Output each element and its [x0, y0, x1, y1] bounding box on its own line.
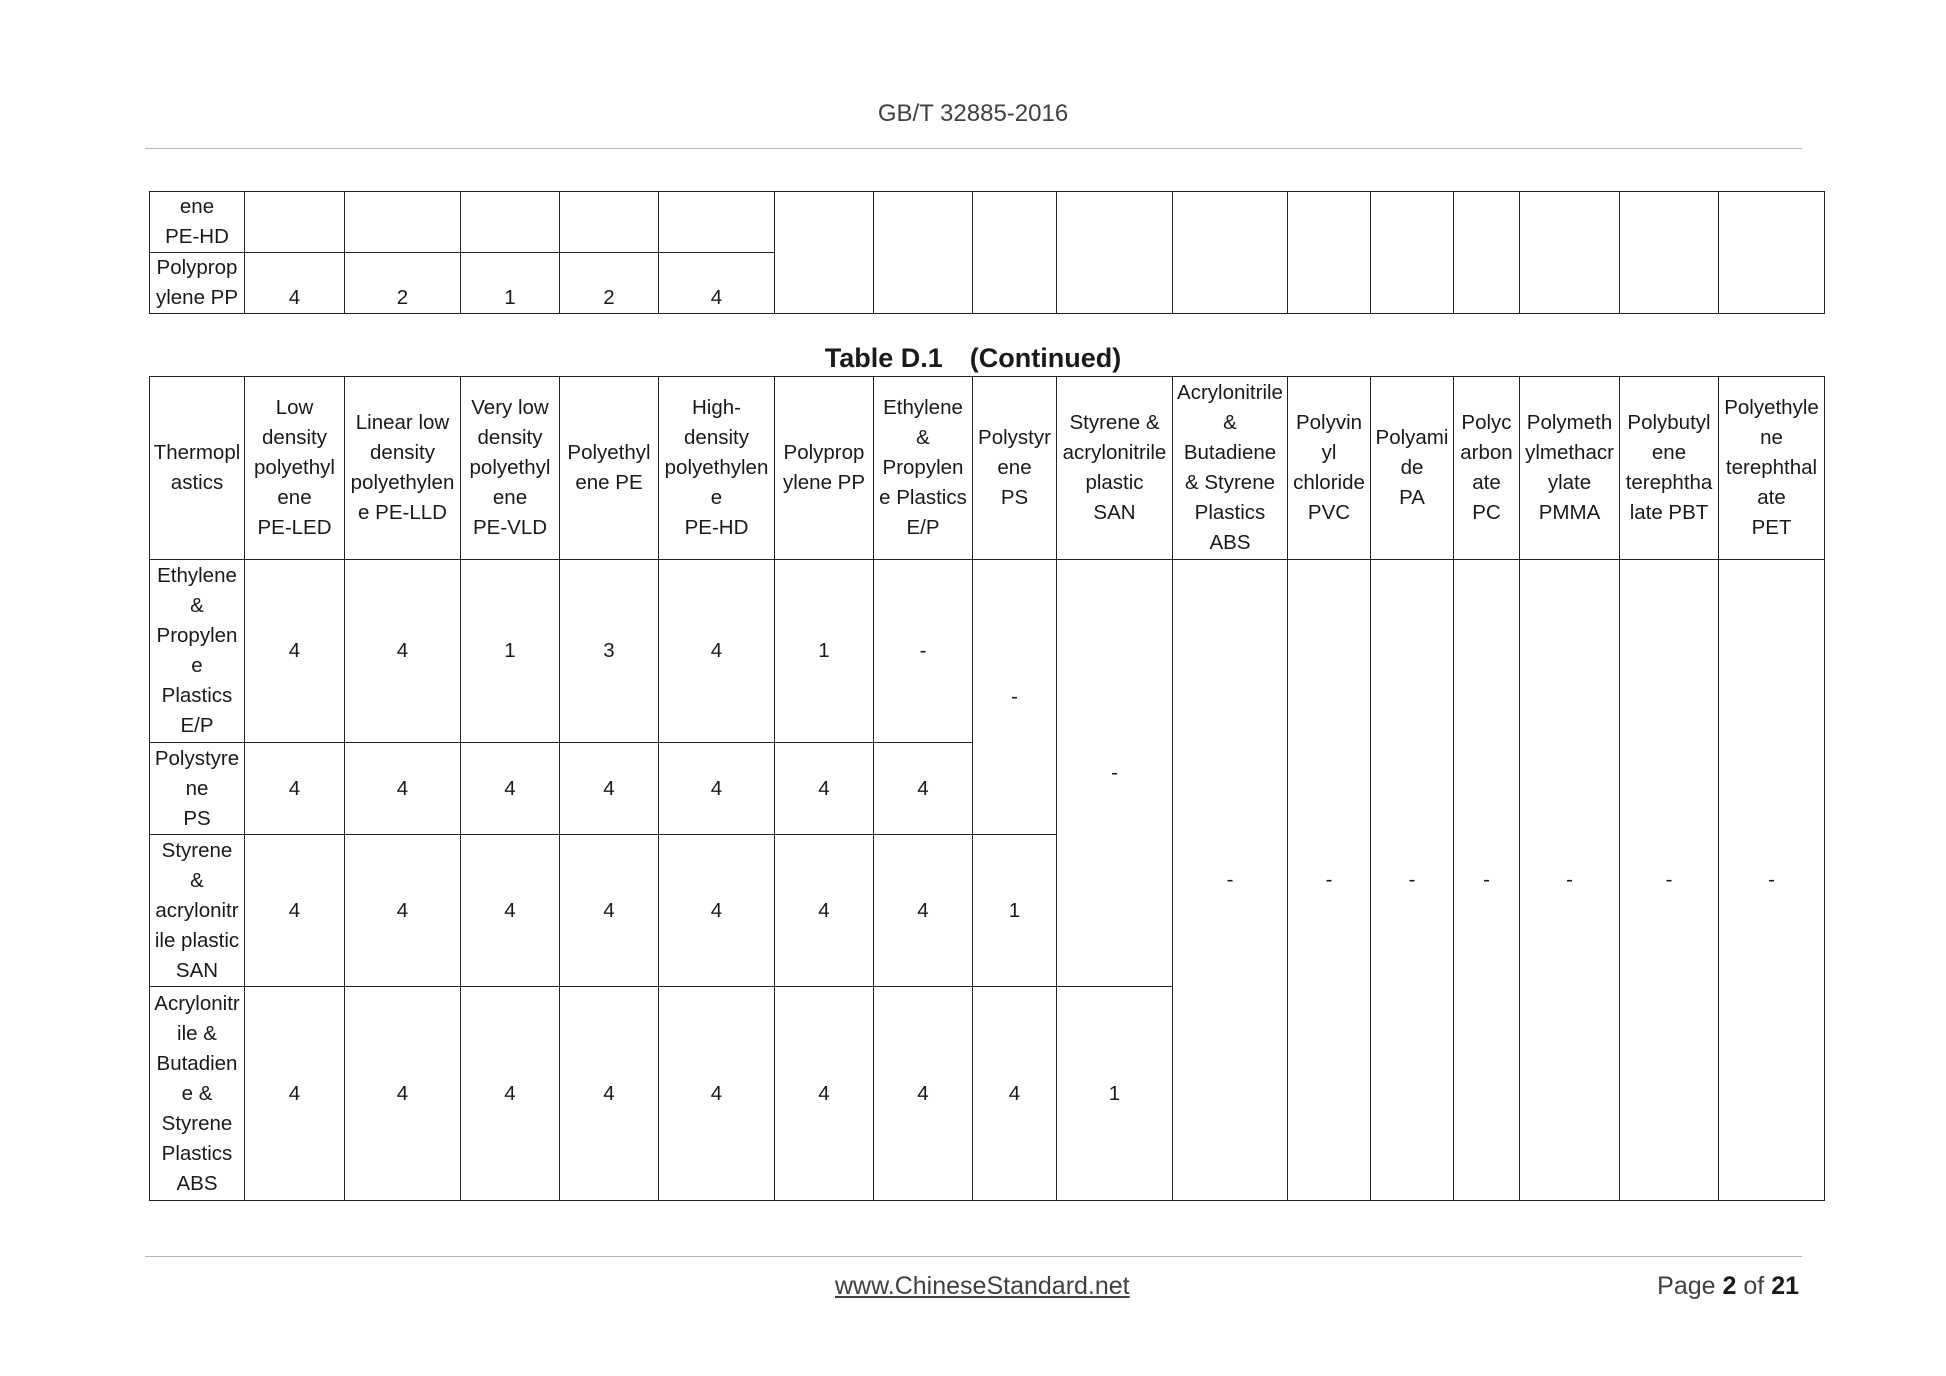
cell: 4: [874, 987, 973, 1201]
cell: 4: [775, 835, 874, 987]
merged-cell-pbt: -: [1620, 560, 1719, 1201]
header-rule: [145, 148, 1802, 149]
cell: [1719, 192, 1825, 314]
cell: 4: [560, 743, 659, 835]
column-header: Polyvin yl chloride PVC: [1288, 377, 1371, 560]
cell: [973, 192, 1057, 314]
row-label: Acrylonitr ile & Butadien e & Styrene Plastics ABS: [150, 987, 245, 1201]
cell: 4: [345, 835, 461, 987]
cell: [1520, 192, 1620, 314]
cell: 4: [775, 743, 874, 835]
cell: [1454, 192, 1520, 314]
column-header: Acrylonitrile & Butadiene & Styrene Plastics ABS: [1173, 377, 1288, 560]
merged-cell-pa: -: [1371, 560, 1454, 1201]
column-header: Low density polyethyl ene PE-LED: [245, 377, 345, 560]
cell: [874, 192, 973, 314]
page-indicator: Page 2 of 21: [1657, 1272, 1799, 1300]
cell: 4: [461, 835, 560, 987]
cell: [1288, 192, 1371, 314]
cell: 4: [245, 987, 345, 1201]
cell: 4: [345, 560, 461, 743]
merged-cell-abs: -: [1173, 560, 1288, 1201]
cell: [461, 192, 560, 253]
merged-cell-pmma: -: [1520, 560, 1620, 1201]
cell: 4: [461, 987, 560, 1201]
cell: 1: [461, 253, 560, 314]
cell: [659, 192, 775, 253]
cell: 4: [973, 987, 1057, 1201]
cell: [775, 192, 874, 314]
document-id: GB/T 32885-2016: [877, 100, 1069, 127]
cell: [1173, 192, 1288, 314]
merged-cell-pet: -: [1719, 560, 1825, 1201]
cell: [1057, 192, 1173, 314]
website-link[interactable]: www.ChineseStandard.net: [835, 1272, 1130, 1300]
cell: 4: [245, 560, 345, 743]
cell: [1371, 192, 1454, 314]
cell: 4: [245, 743, 345, 835]
merged-cell-pvc: -: [1288, 560, 1371, 1201]
cell: 4: [560, 835, 659, 987]
cell: 4: [345, 987, 461, 1201]
cell: [345, 192, 461, 253]
table-row: [150, 560, 1825, 743]
cell: 2: [345, 253, 461, 314]
merged-cell-pc: -: [1454, 560, 1520, 1201]
merged-cell-ps: -: [973, 560, 1057, 835]
cell: 4: [874, 743, 973, 835]
column-header: Polystyr ene PS: [973, 377, 1057, 560]
column-header: Polyethyle ne terephthal ate PET: [1719, 377, 1825, 560]
column-header: Ethylene & Propylen e Plastics E/P: [874, 377, 973, 560]
column-header-thermoplastics: Thermopl astics: [150, 377, 245, 560]
cell: 4: [659, 560, 775, 743]
cell: 4: [874, 835, 973, 987]
column-header: Polyethyl ene PE: [560, 377, 659, 560]
row-label-pe-hd: ene PE-HD: [150, 192, 245, 253]
column-header: Polymeth ylmethacr ylate PMMA: [1520, 377, 1620, 560]
column-header: Polyc arbon ate PC: [1454, 377, 1520, 560]
row-label: Styrene & acrylonitr ile plastic SAN: [150, 835, 245, 987]
cell: 4: [345, 743, 461, 835]
cell: [245, 192, 345, 253]
cell: [560, 192, 659, 253]
cell: 4: [659, 253, 775, 314]
row-label: Polystyre ne PS: [150, 743, 245, 835]
cell: 4: [659, 835, 775, 987]
compatibility-table: [149, 376, 1825, 1201]
column-header: Very low density polyethyl ene PE-VLD: [461, 377, 560, 560]
row-label: Ethylene & Propylen e Plastics E/P: [150, 560, 245, 743]
cell: 4: [560, 987, 659, 1201]
row-label-pp: Polyprop ylene PP: [150, 253, 245, 314]
top-table: [149, 191, 1825, 314]
cell: 1: [973, 835, 1057, 987]
cell: 4: [775, 987, 874, 1201]
cell: 3: [560, 560, 659, 743]
column-header: Polyami de PA: [1371, 377, 1454, 560]
column-header: High- density polyethylen e PE-HD: [659, 377, 775, 560]
column-header: Polyprop ylene PP: [775, 377, 874, 560]
cell: 4: [245, 253, 345, 314]
footer-rule: [145, 1256, 1802, 1257]
cell: [1620, 192, 1719, 314]
cell: 4: [659, 987, 775, 1201]
column-header: Linear low density polyethylen e PE-LLD: [345, 377, 461, 560]
table-caption: Table D.1 (Continued): [824, 343, 1122, 373]
cell: 4: [461, 743, 560, 835]
column-header: Styrene & acrylonitrile plastic SAN: [1057, 377, 1173, 560]
cell: 1: [775, 560, 874, 743]
column-header: Polybutyl ene terephtha late PBT: [1620, 377, 1719, 560]
header-row: [150, 377, 1825, 560]
cell: 1: [1057, 987, 1173, 1201]
cell: 2: [560, 253, 659, 314]
cell: 4: [245, 835, 345, 987]
cell: -: [874, 560, 973, 743]
cell: 4: [659, 743, 775, 835]
cell: 1: [461, 560, 560, 743]
merged-cell-san: -: [1057, 560, 1173, 987]
